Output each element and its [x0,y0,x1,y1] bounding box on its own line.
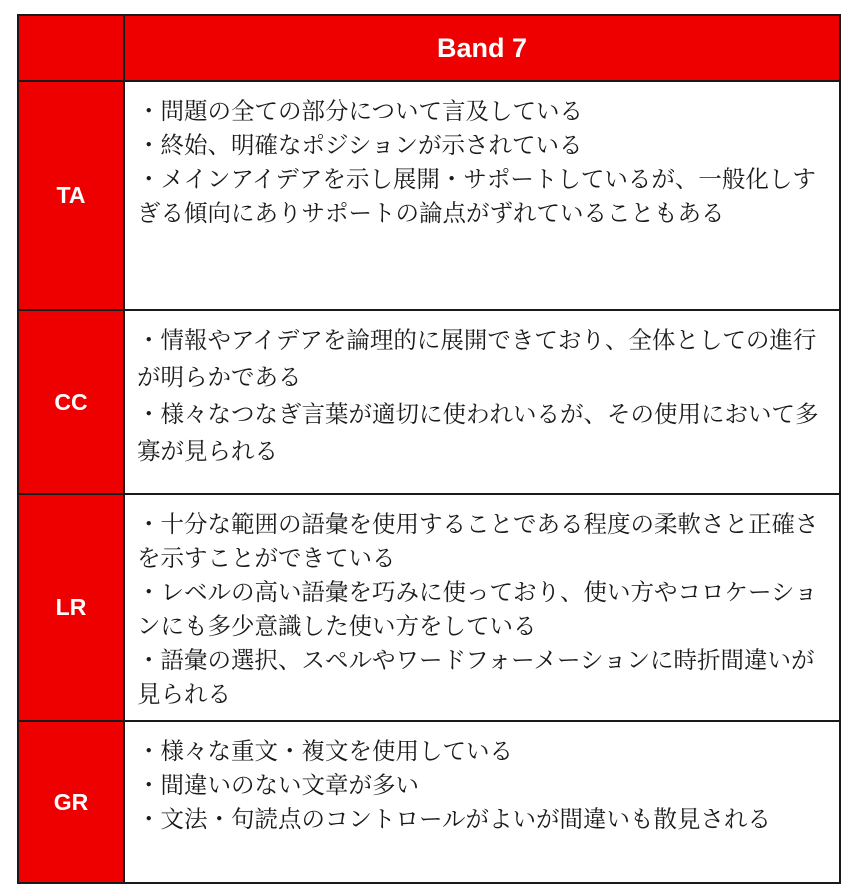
descriptor-item: ・レベルの高い語彙を巧みに使っており、使い方やコロケーションにも多少意識した使い方をしている [137,578,818,640]
criterion-content-cc [124,310,840,494]
descriptor-item: ・終始、明確なポジションが示されている [137,131,583,159]
criterion-row-lr [18,494,840,721]
descriptor-item: ・間違いのない文章が多い [137,771,419,799]
criterion-label-lr: LR [18,494,124,721]
band-title: Band 7 [124,15,840,81]
descriptor-item: ・文法・句読点のコントロールがよいが間違いも散見される [137,805,772,833]
descriptor-item: ・メインアイデアを示し展開・サポートしているが、一般化しすぎる傾向にありサポートの論点がずれていることもある [137,165,816,227]
criterion-row-cc [18,310,840,494]
band-descriptor-table [17,14,841,884]
criterion-label-gr: GR [18,721,124,883]
descriptor-item: ・様々なつなぎ言葉が適切に使われいるが、その使用において多寡が見られる [137,400,819,465]
criterion-row-gr [18,721,840,883]
header-corner-cell [18,15,124,81]
criterion-label-cc: CC [18,310,124,494]
descriptor-item: ・語彙の選択、スペルやワードフォーメーションに時折間違いが見られる [137,646,815,708]
descriptor-item: ・様々な重文・複文を使用している [137,737,513,765]
descriptor-item: ・十分な範囲の語彙を使用することである程度の柔軟さと正確さを示すことができている [137,510,819,572]
descriptor-item: ・問題の全ての部分について言及している [137,97,584,125]
criterion-content-ta [124,81,840,310]
criterion-content-lr [124,494,840,721]
criterion-content-gr [124,721,840,883]
criterion-label-ta: TA [18,81,124,310]
criterion-row-ta [18,81,840,310]
header-row [18,15,840,81]
descriptor-item: ・情報やアイデアを論理的に展開できており、全体としての進行が明らかである [137,326,817,391]
